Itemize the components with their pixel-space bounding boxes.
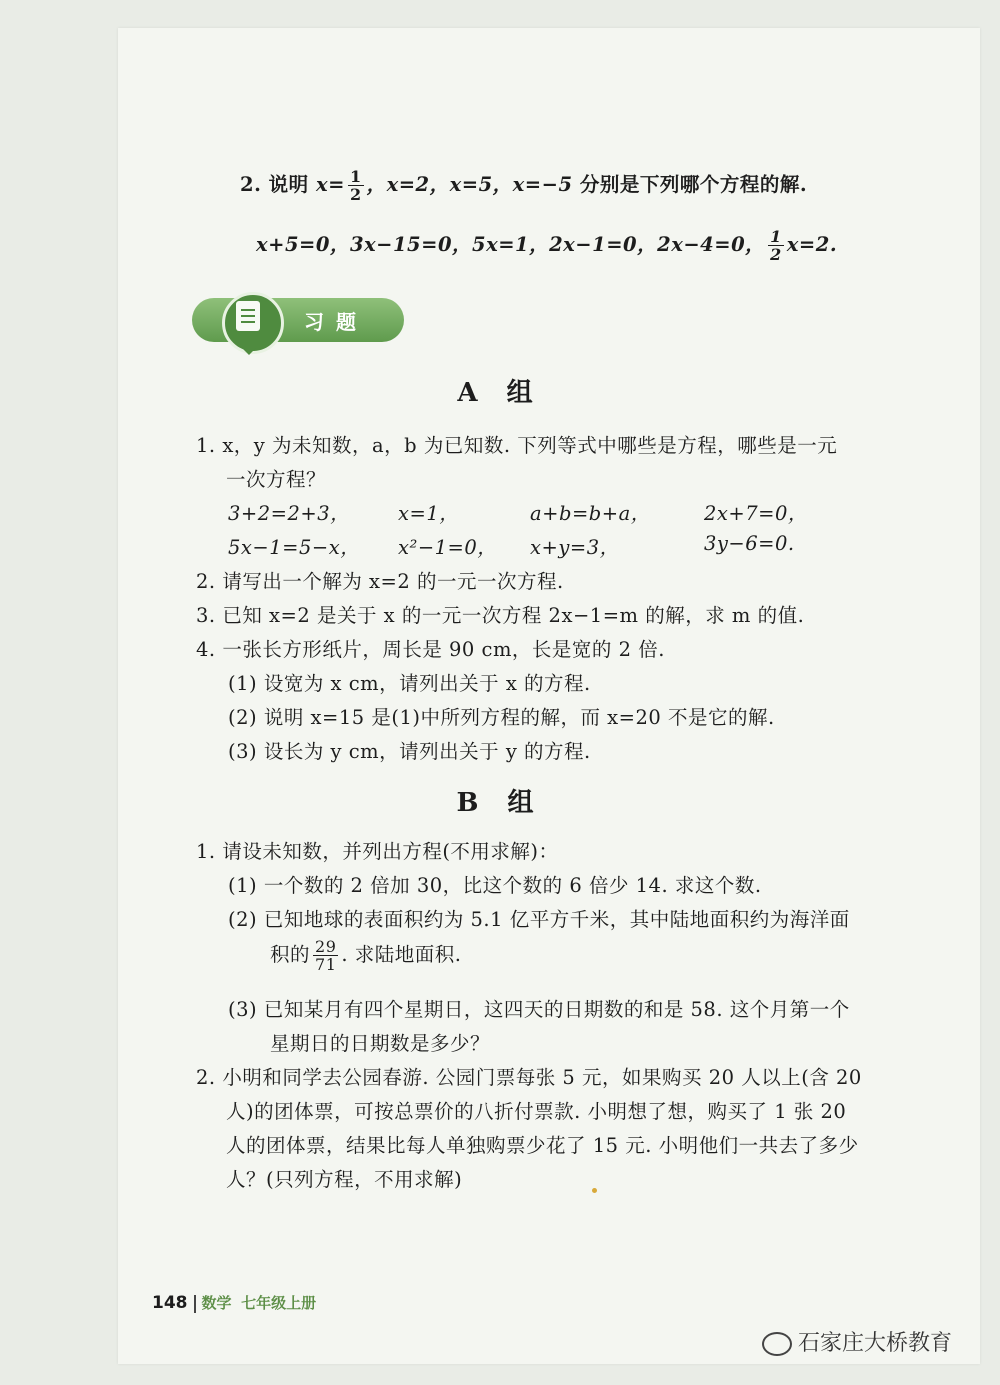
- a-q4-sub-1: (1) 设宽为 x cm，请列出关于 x 的方程.: [228, 672, 591, 695]
- b-q2-line3: 人的团体票，结果比每人单独购票少花了 15 元. 小明他们一共去了多少: [226, 1134, 859, 1157]
- wechat-icon: [762, 1332, 792, 1356]
- b-q1: 1. 请设未知数，并列出方程(不用求解)：: [196, 840, 559, 863]
- watermark: [762, 1326, 952, 1357]
- b-q2-line1: 2. 小明和同学去公园春游. 公园门票每张 5 元，如果购买 20 人以上(含 20: [196, 1066, 862, 1089]
- b-q2-line4: 人？(只列方程，不用求解): [226, 1168, 463, 1191]
- page-number: 148: [152, 1293, 188, 1313]
- b-q2-line2: 人)的团体票，可按总票价的八折付票款. 小明想了想，购买了 1 张 20: [226, 1100, 847, 1123]
- b-q1-sub-2b: 积的 $\frac{29}{71}$ . 求陆地面积.: [270, 937, 462, 974]
- a-q1-eq-3: a+b=b+a，: [530, 502, 651, 525]
- x-equals: x=: [315, 173, 345, 196]
- a-q1-eq-1: 3+2=2+3，: [228, 502, 351, 525]
- ink-spot: [592, 1188, 597, 1193]
- a-q3: 3. 已知 x=2 是关于 x 的一元一次方程 2x−1=m 的解，求 m 的值.: [196, 604, 805, 627]
- notepad-icon: [236, 301, 260, 331]
- a-q1-eq-6: x²−1=0，: [398, 536, 498, 559]
- a-q1-eq-2: x=1，: [398, 502, 460, 525]
- fraction-one-half-eq: $\frac{1}{2}$: [770, 227, 782, 264]
- problem-2-statement: 2. 说明 x= $\frac{1}{2}$ ，x=2，x=5，x=−5 分别是下列哪个方程的解.: [240, 167, 808, 204]
- a-q4: 4. 一张长方形纸片，周长是 90 cm，长是宽的 2 倍.: [196, 638, 665, 661]
- b-q1-sub-3a: (3) 已知某月有四个星期日，这四天的日期数的和是 58. 这个月第一个: [228, 998, 850, 1021]
- watermark-text: 石家庄大桥教育: [798, 1331, 953, 1356]
- group-b-heading: B 组: [456, 788, 544, 818]
- b-q1-sub-1: (1) 一个数的 2 倍加 30，比这个数的 6 倍少 14. 求这个数.: [228, 874, 762, 897]
- fraction-29-71: $\frac{29}{71}$: [315, 937, 337, 974]
- a-q1-eq-8: 3y−6=0.: [704, 532, 795, 555]
- fraction-one-half: $\frac{1}{2}$: [349, 167, 362, 204]
- footer-grade: 七年级上册: [241, 1294, 317, 1312]
- other-values: ，x=2，x=5，x=−5: [366, 173, 573, 196]
- b-q1-sub-3b: 星期日的日期数是多少？: [270, 1032, 491, 1055]
- page-footer: [152, 1292, 316, 1313]
- group-a-heading: A 组: [457, 378, 543, 408]
- a-q2: 2. 请写出一个解为 x=2 的一元一次方程.: [196, 570, 564, 593]
- a-q1-eq-4: 2x+7=0，: [704, 502, 808, 525]
- a-q1-eq-5: 5x−1=5−x，: [228, 536, 361, 559]
- a-q1-line2: 一次方程？: [226, 468, 327, 491]
- a-q1-line1: 1. x，y 为未知数，a，b 为已知数. 下列等式中哪些是方程，哪些是一元: [196, 434, 838, 457]
- exercise-banner-label: 习题: [304, 310, 368, 334]
- footer-divider: [194, 1295, 196, 1313]
- a-q4-sub-3: (3) 设长为 y cm，请列出关于 y 的方程.: [228, 740, 591, 763]
- a-q1-eq-7: x+y=3，: [530, 536, 620, 559]
- banner-pointer-icon: [242, 348, 256, 355]
- problem-2-equations: x+5=0，3x−15=0，5x=1，2x−1=0，2x−4=0， $\frac{1}{2}$ x=2.: [256, 227, 838, 264]
- a-q4-sub-2: (2) 说明 x=15 是(1)中所列方程的解，而 x=20 不是它的解.: [228, 706, 775, 729]
- footer-subject: 数学: [201, 1294, 232, 1312]
- b-q1-sub-2a: (2) 已知地球的表面积约为 5.1 亿平方千米，其中陆地面积约为海洋面: [228, 908, 850, 931]
